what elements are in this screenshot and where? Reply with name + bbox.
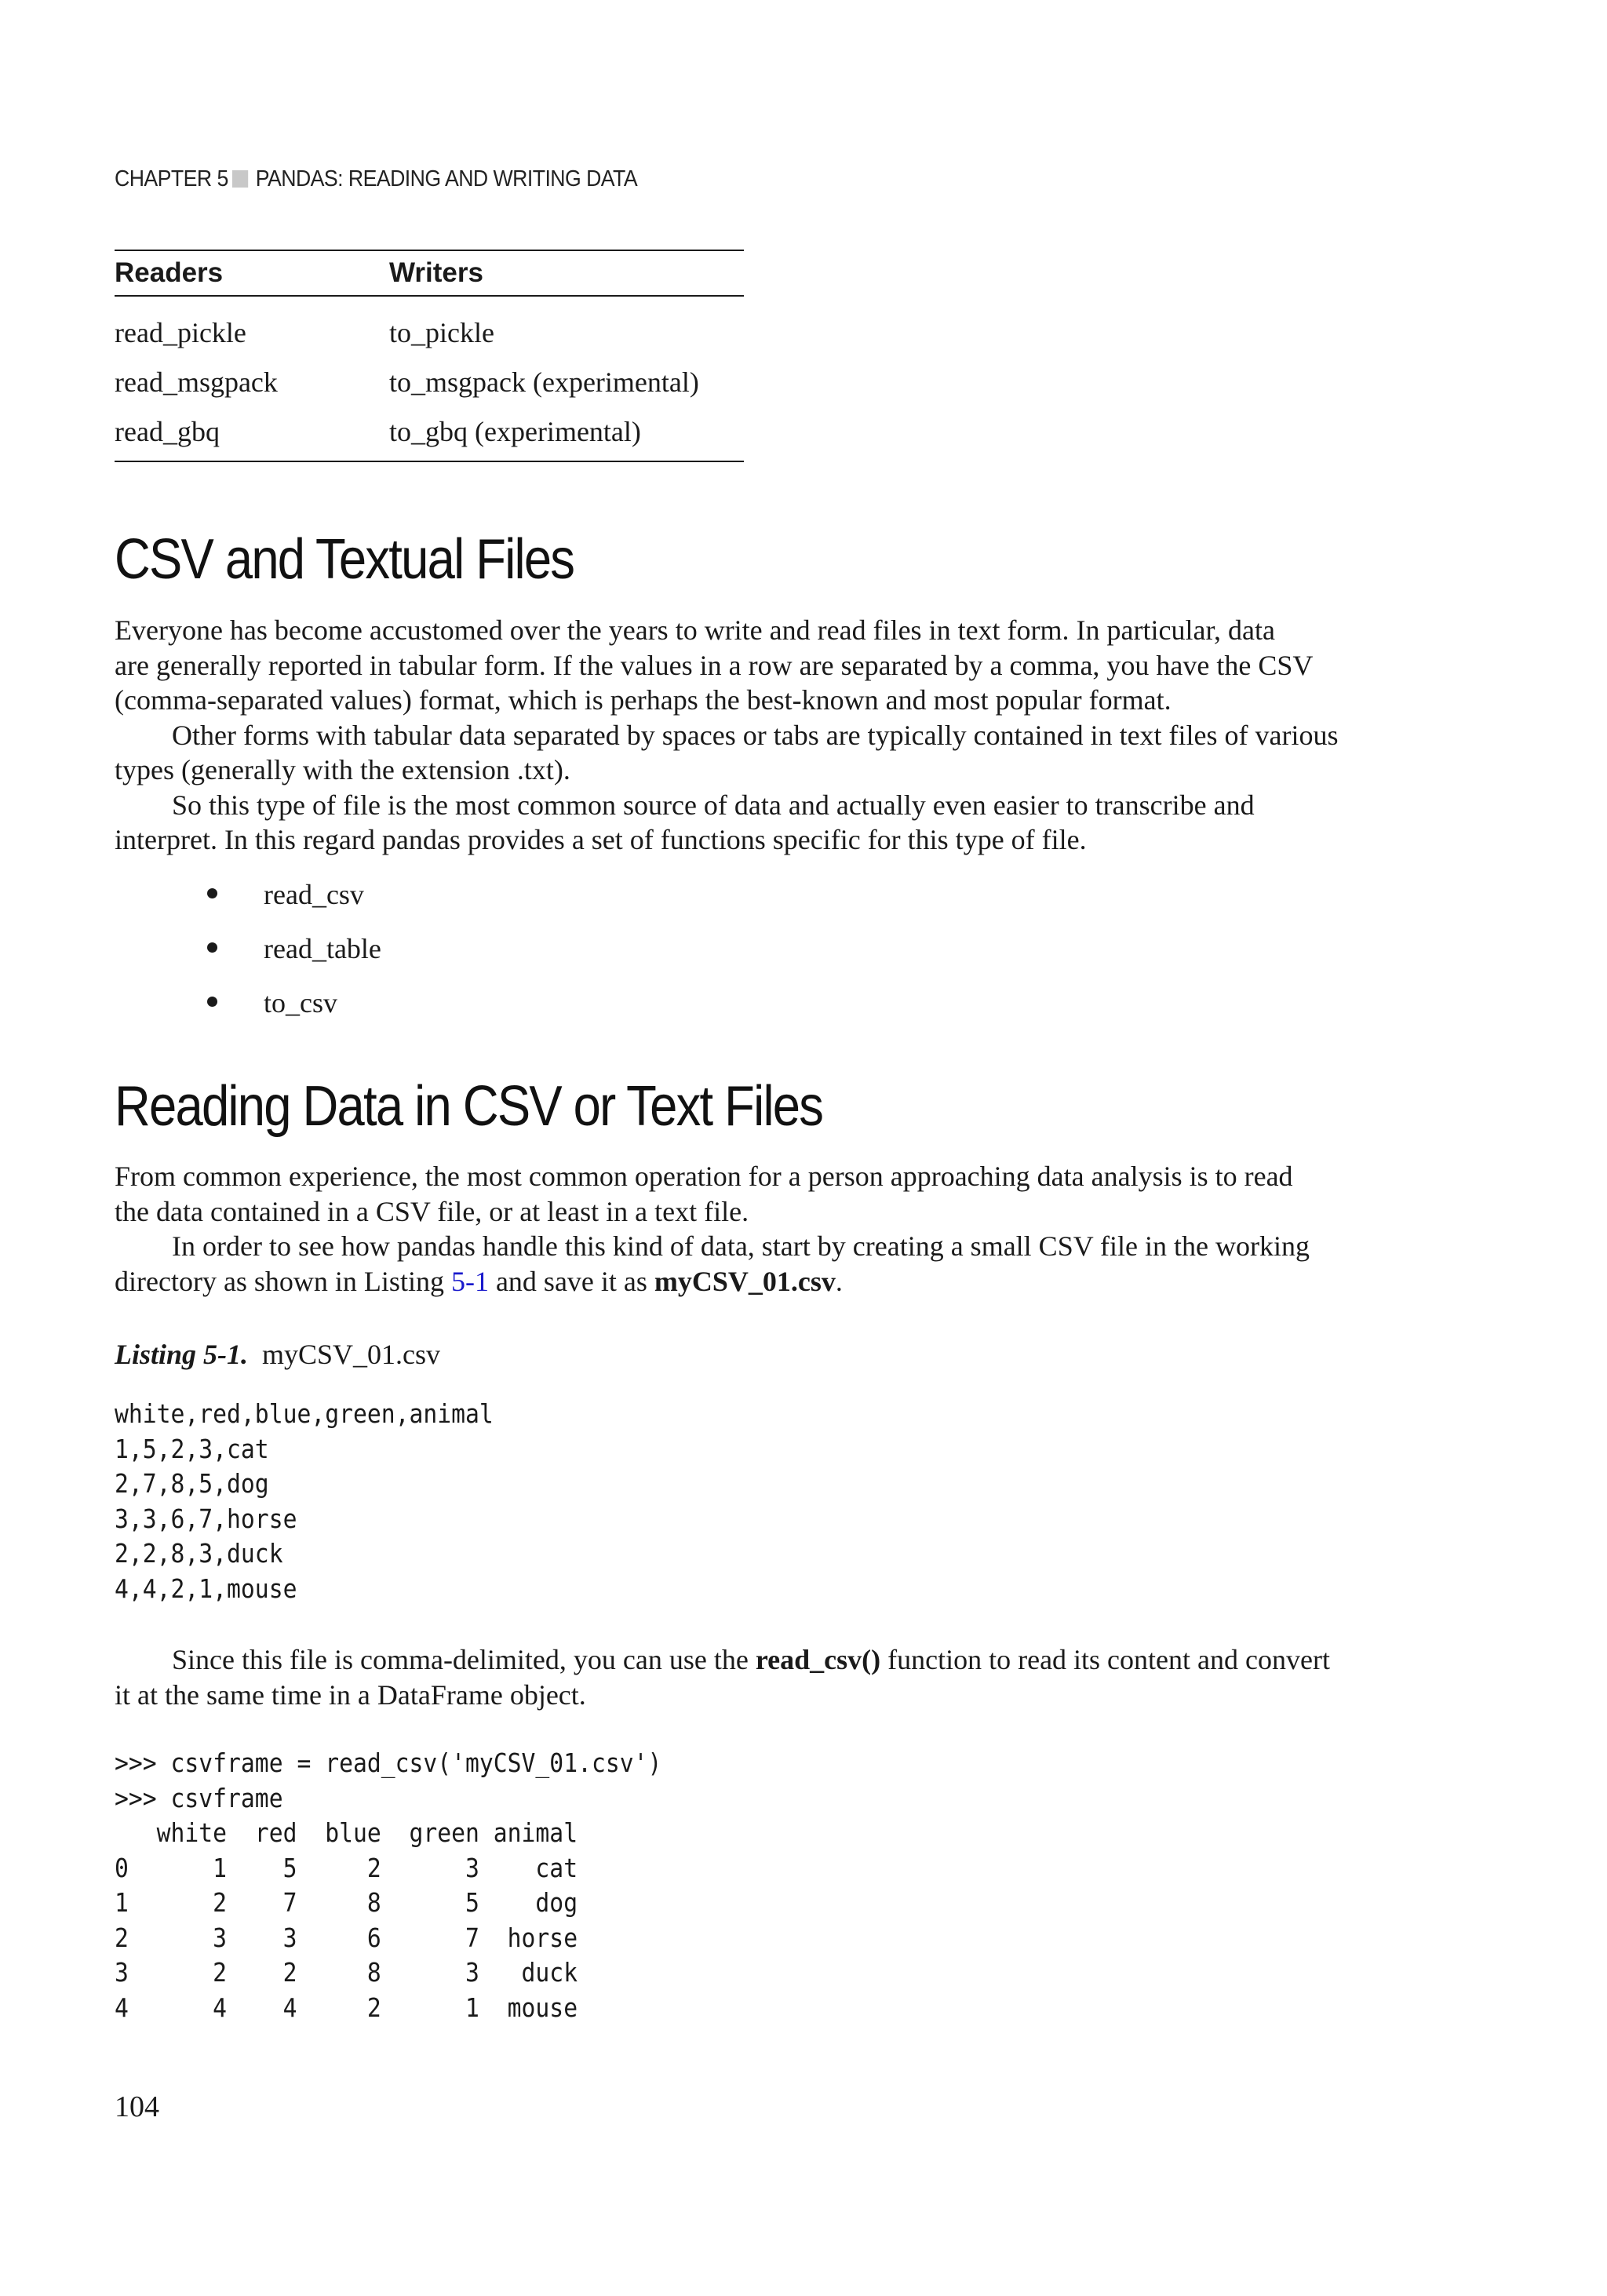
listing-caption bbox=[115, 1338, 440, 1371]
code-line: white red blue green animal bbox=[115, 1817, 578, 1848]
list-item bbox=[115, 931, 381, 986]
listing-title: myCSV_01.csv bbox=[262, 1339, 441, 1370]
document-page bbox=[115, 0, 1496, 2296]
list-item-label: read_table bbox=[264, 933, 381, 964]
table-row bbox=[115, 357, 744, 406]
code-line: 2 3 3 6 7 horse bbox=[115, 1922, 578, 1953]
function-name-bold: read_csv() bbox=[755, 1644, 881, 1675]
paragraph-line: it at the same time in a DataFrame object. bbox=[115, 1678, 586, 1711]
table-cell-reader: read_pickle bbox=[115, 316, 246, 348]
table-body bbox=[115, 297, 744, 461]
listing-label: Listing 5-1. bbox=[115, 1339, 249, 1370]
paragraph bbox=[115, 613, 1425, 858]
table-cell-writer: to_msgpack (experimental) bbox=[389, 366, 699, 398]
code-line: 1,5,2,3,cat bbox=[115, 1433, 269, 1464]
paragraph-line: Other forms with tabular data separated by spaces or tabs are typically contained in text files of various bbox=[172, 719, 1339, 751]
chapter-label: CHAPTER 5 bbox=[115, 166, 228, 191]
paragraph-line: Everyone has become accustomed over the years to write and read files in text form. In particular, data bbox=[115, 614, 1275, 646]
table-cell-writer: to_gbq (experimental) bbox=[389, 415, 641, 447]
table-header-readers: Readers bbox=[115, 257, 224, 288]
bullet-icon bbox=[207, 888, 217, 898]
list-item-label: read_csv bbox=[264, 879, 364, 910]
paragraph-line: In order to see how pandas handle this kind of data, start by creating a small CSV file in the working bbox=[172, 1230, 1310, 1262]
header-separator-square bbox=[232, 170, 248, 188]
readers-writers-table bbox=[115, 250, 744, 462]
function-bullet-list bbox=[115, 877, 381, 1040]
paragraph bbox=[115, 1159, 1425, 1299]
paragraph-text: . bbox=[835, 1265, 843, 1297]
section-heading-reading-data: Reading Data in CSV or Text Files bbox=[115, 1075, 823, 1138]
paragraph-text: and save it as bbox=[488, 1265, 654, 1297]
console-code-block bbox=[115, 1746, 661, 2025]
code-line: 4,4,2,1,mouse bbox=[115, 1573, 297, 1604]
running-header bbox=[115, 166, 637, 192]
paragraph-line: (comma-separated values) format, which is perhaps the best-known and most popular format. bbox=[115, 684, 1172, 716]
table-header-row bbox=[115, 251, 744, 297]
paragraph-text: function to read its content and convert bbox=[880, 1644, 1330, 1675]
chapter-title: PANDAS: READING AND WRITING DATA bbox=[255, 166, 638, 191]
page-number: 104 bbox=[115, 2090, 159, 2123]
table-cell-reader: read_gbq bbox=[115, 415, 220, 447]
code-line: 4 4 4 2 1 mouse bbox=[115, 1992, 578, 2023]
paragraph-line: So this type of file is the most common source of data and actually even easier to transcribe and bbox=[172, 789, 1255, 821]
paragraph-line: From common experience, the most common operation for a person approaching data analysis is to read bbox=[115, 1161, 1293, 1192]
code-line: >>> csvframe = read_csv('myCSV_01.csv') bbox=[115, 1748, 662, 1778]
code-line: 2,2,8,3,duck bbox=[115, 1538, 283, 1569]
code-line: white,red,blue,green,animal bbox=[115, 1398, 494, 1429]
table-row bbox=[115, 308, 744, 357]
paragraph-line: are generally reported in tabular form. If the values in a row are separated by a comma, you have the CSV bbox=[115, 649, 1314, 681]
code-line: >>> csvframe bbox=[115, 1782, 283, 1813]
filename-bold: myCSV_01.csv bbox=[654, 1265, 836, 1297]
table-header-writers: Writers bbox=[389, 257, 483, 288]
list-item-label: to_csv bbox=[264, 987, 337, 1019]
bullet-icon bbox=[207, 942, 217, 953]
code-line: 3 2 2 8 3 duck bbox=[115, 1957, 578, 1988]
table-cell-reader: read_msgpack bbox=[115, 366, 278, 398]
table-row bbox=[115, 406, 744, 456]
code-line: 0 1 5 2 3 cat bbox=[115, 1852, 578, 1883]
code-line: 3,3,6,7,horse bbox=[115, 1503, 297, 1534]
listing-code-block bbox=[115, 1397, 494, 1606]
paragraph-line bbox=[115, 1264, 1425, 1299]
list-item bbox=[115, 877, 381, 931]
paragraph-text: Since this file is comma-delimited, you can use the bbox=[172, 1644, 756, 1675]
code-line: 1 2 7 8 5 dog bbox=[115, 1887, 578, 1918]
paragraph-line: interpret. In this regard pandas provides a set of functions specific for this type of file. bbox=[115, 824, 1087, 855]
paragraph-text: directory as shown in Listing bbox=[115, 1265, 451, 1297]
bullet-icon bbox=[207, 997, 217, 1007]
listing-reference-link[interactable]: 5-1 bbox=[450, 1265, 489, 1297]
code-line: 2,7,8,5,dog bbox=[115, 1468, 269, 1499]
table-cell-writer: to_pickle bbox=[389, 316, 494, 348]
paragraph-line: types (generally with the extension .txt). bbox=[115, 754, 570, 785]
paragraph-line: the data contained in a CSV file, or at least in a text file. bbox=[115, 1195, 749, 1227]
paragraph bbox=[115, 1642, 1425, 1712]
list-item bbox=[115, 986, 381, 1040]
paragraph-line bbox=[115, 1642, 1425, 1678]
section-heading-csv-textual-files: CSV and Textual Files bbox=[115, 528, 574, 591]
